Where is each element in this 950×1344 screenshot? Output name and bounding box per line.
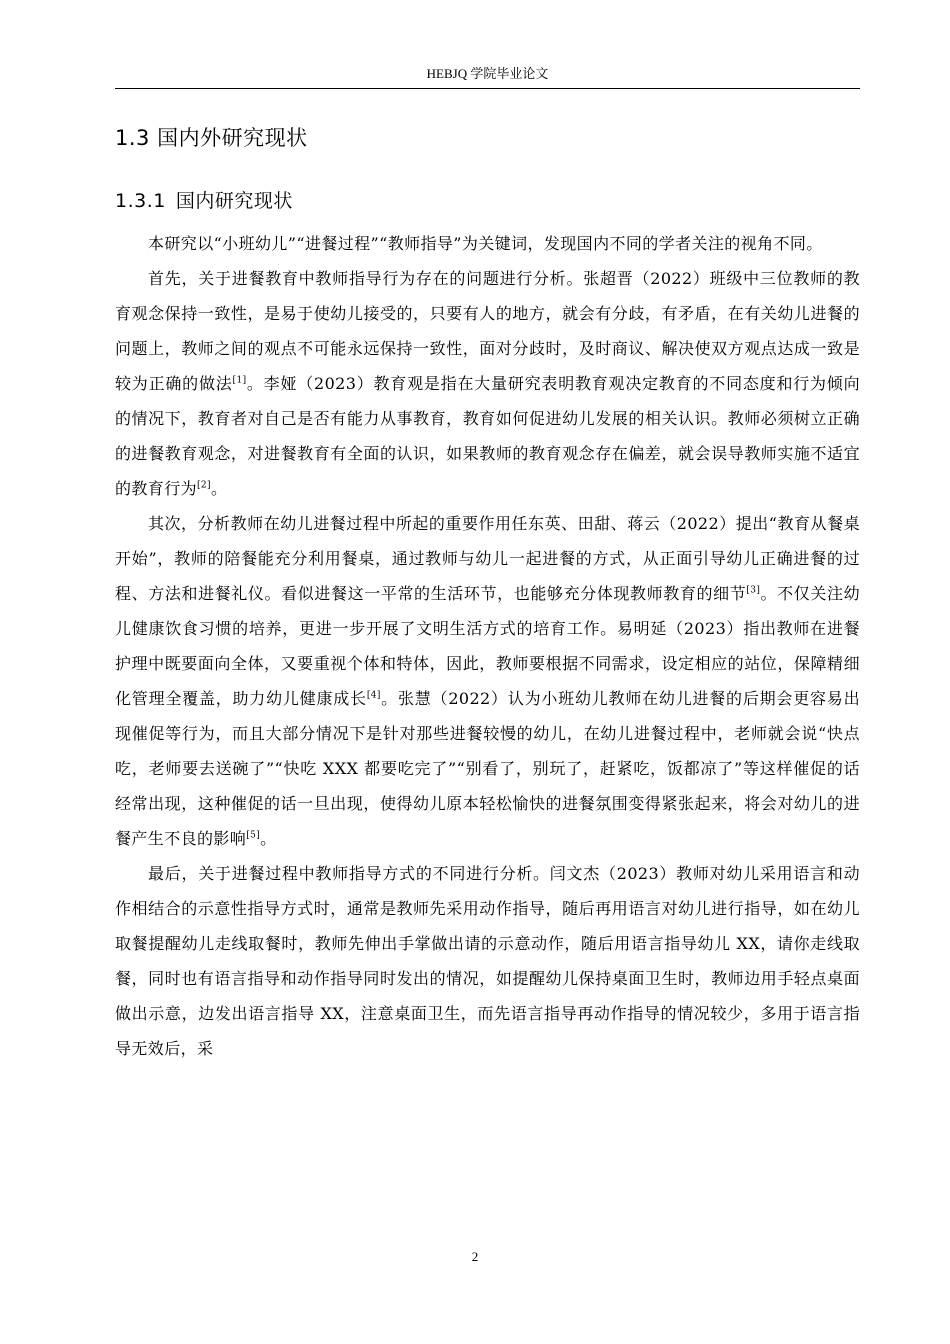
paragraph-last	[115, 856, 860, 1066]
subsection-title: 国内研究现状	[175, 190, 293, 212]
page-header	[115, 64, 860, 89]
header-title: HEBJQ 学院毕业论文	[426, 66, 549, 81]
page-body	[115, 118, 860, 1066]
citation-1[interactable]: [1]	[232, 375, 247, 386]
citation-3[interactable]: [3]	[746, 585, 761, 596]
paragraph-text: 首先，关于进餐教育中教师指导行为存在的问题进行分析。张超晋（2022）班级中三位教师的教育观念保持一致性，是易于使幼儿接受的，只要有人的地方，就会有分歧，有矛盾，在有关幼儿进餐的问题上，教师之间的观点不可能永远保持一致性，面对分歧时，及时商议、解决使双方观点达成一致是较为正确的做法	[115, 269, 860, 393]
paragraph-text: 。张慧（2022）认为小班幼儿教师在幼儿进餐的后期会更容易出现催促等行为，而且大部分情况下是针对那些进餐较慢的幼儿，在幼儿进餐过程中，老师就会说“快点吃，老师要去送碗了”“快吃 XXX 都要吃完了”“别看了，别玩了，赶紧吃，饭都凉了”等这样催促的话经常出现，这种催促的话一旦出现，使得幼儿原本轻松愉快的进餐氛围变得紧张起来，将会对幼儿的进餐产生不良的影响	[115, 689, 860, 848]
subsection-number: 1.3.1	[115, 190, 166, 212]
page-number: 2	[471, 1249, 479, 1264]
paragraph-second	[115, 506, 860, 856]
citation-4[interactable]: [4]	[366, 690, 381, 701]
paragraph-text: 。不仅关注幼儿健康饮食习惯的培养，更进一步开展了文明生活方式的培育工作。易明延（2023）指出教师在进餐护理中既要面向全体，又要重视个体和特体，因此，教师要根据不同需求，设定相应的站位，保障精细化管理全覆盖，助力幼儿健康成长	[115, 584, 860, 708]
paragraph-text: 。	[260, 829, 277, 848]
paragraph-text: 本研究以“小班幼儿”“进餐过程”“教师指导”为关键词，发现国内不同的学者关注的视角不同。	[148, 234, 823, 253]
citation-2[interactable]: [2]	[197, 480, 211, 491]
section-heading: 1.3 国内外研究现状	[115, 126, 308, 150]
paragraph-first	[115, 261, 860, 506]
paragraph-text: 最后，关于进餐过程中教师指导方式的不同进行分析。闫文杰（2023）教师对幼儿采用语言和动作相结合的示意性指导方式时，通常是教师先采用动作指导，随后再用语言对幼儿进行指导，如在幼儿取餐提醒幼儿走线取餐时，教师先伸出手掌做出请的示意动作，随后用语言指导幼儿 XX，请你走线取餐，同时也有语言指导和动作指导同时发出的情况，如提醒幼儿保持桌面卫生时，教师边用手轻点桌面做出示意，边发出语言指导 XX，注意桌面卫生，而先语言指导再动作指导的情况较少，多用于语言指导无效后，采	[115, 864, 860, 1058]
paragraph-text: 。	[210, 479, 228, 498]
paragraph-keywords	[115, 226, 860, 261]
citation-5[interactable]: [5]	[246, 830, 261, 841]
page-footer	[0, 1248, 950, 1266]
paragraph-text: 其次，分析教师在幼儿进餐过程中所起的重要作用任东英、田甜、蒋云（2022）提出“教育从餐桌开始”，教师的陪餐能充分利用餐桌，通过教师与幼儿一起进餐的方式，从正面引导幼儿正确进餐的过程、方法和进餐礼仪。看似进餐这一平常的生活环节，也能够充分体现教师教育的细节	[115, 514, 860, 603]
subsection-heading	[115, 182, 860, 220]
paragraph-text: 。李娅（2023）教育观是指在大量研究表明教育观决定教育的不同态度和行为倾向的情况下，教育者对自己是否有能力从事教育，教育如何促进幼儿发展的相关认识。教师必须树立正确的进餐教育观念，对进餐教育有全面的认识，如果教师的教育观念存在偏差，就会误导教师实施不适宜的教育行为	[115, 374, 860, 498]
